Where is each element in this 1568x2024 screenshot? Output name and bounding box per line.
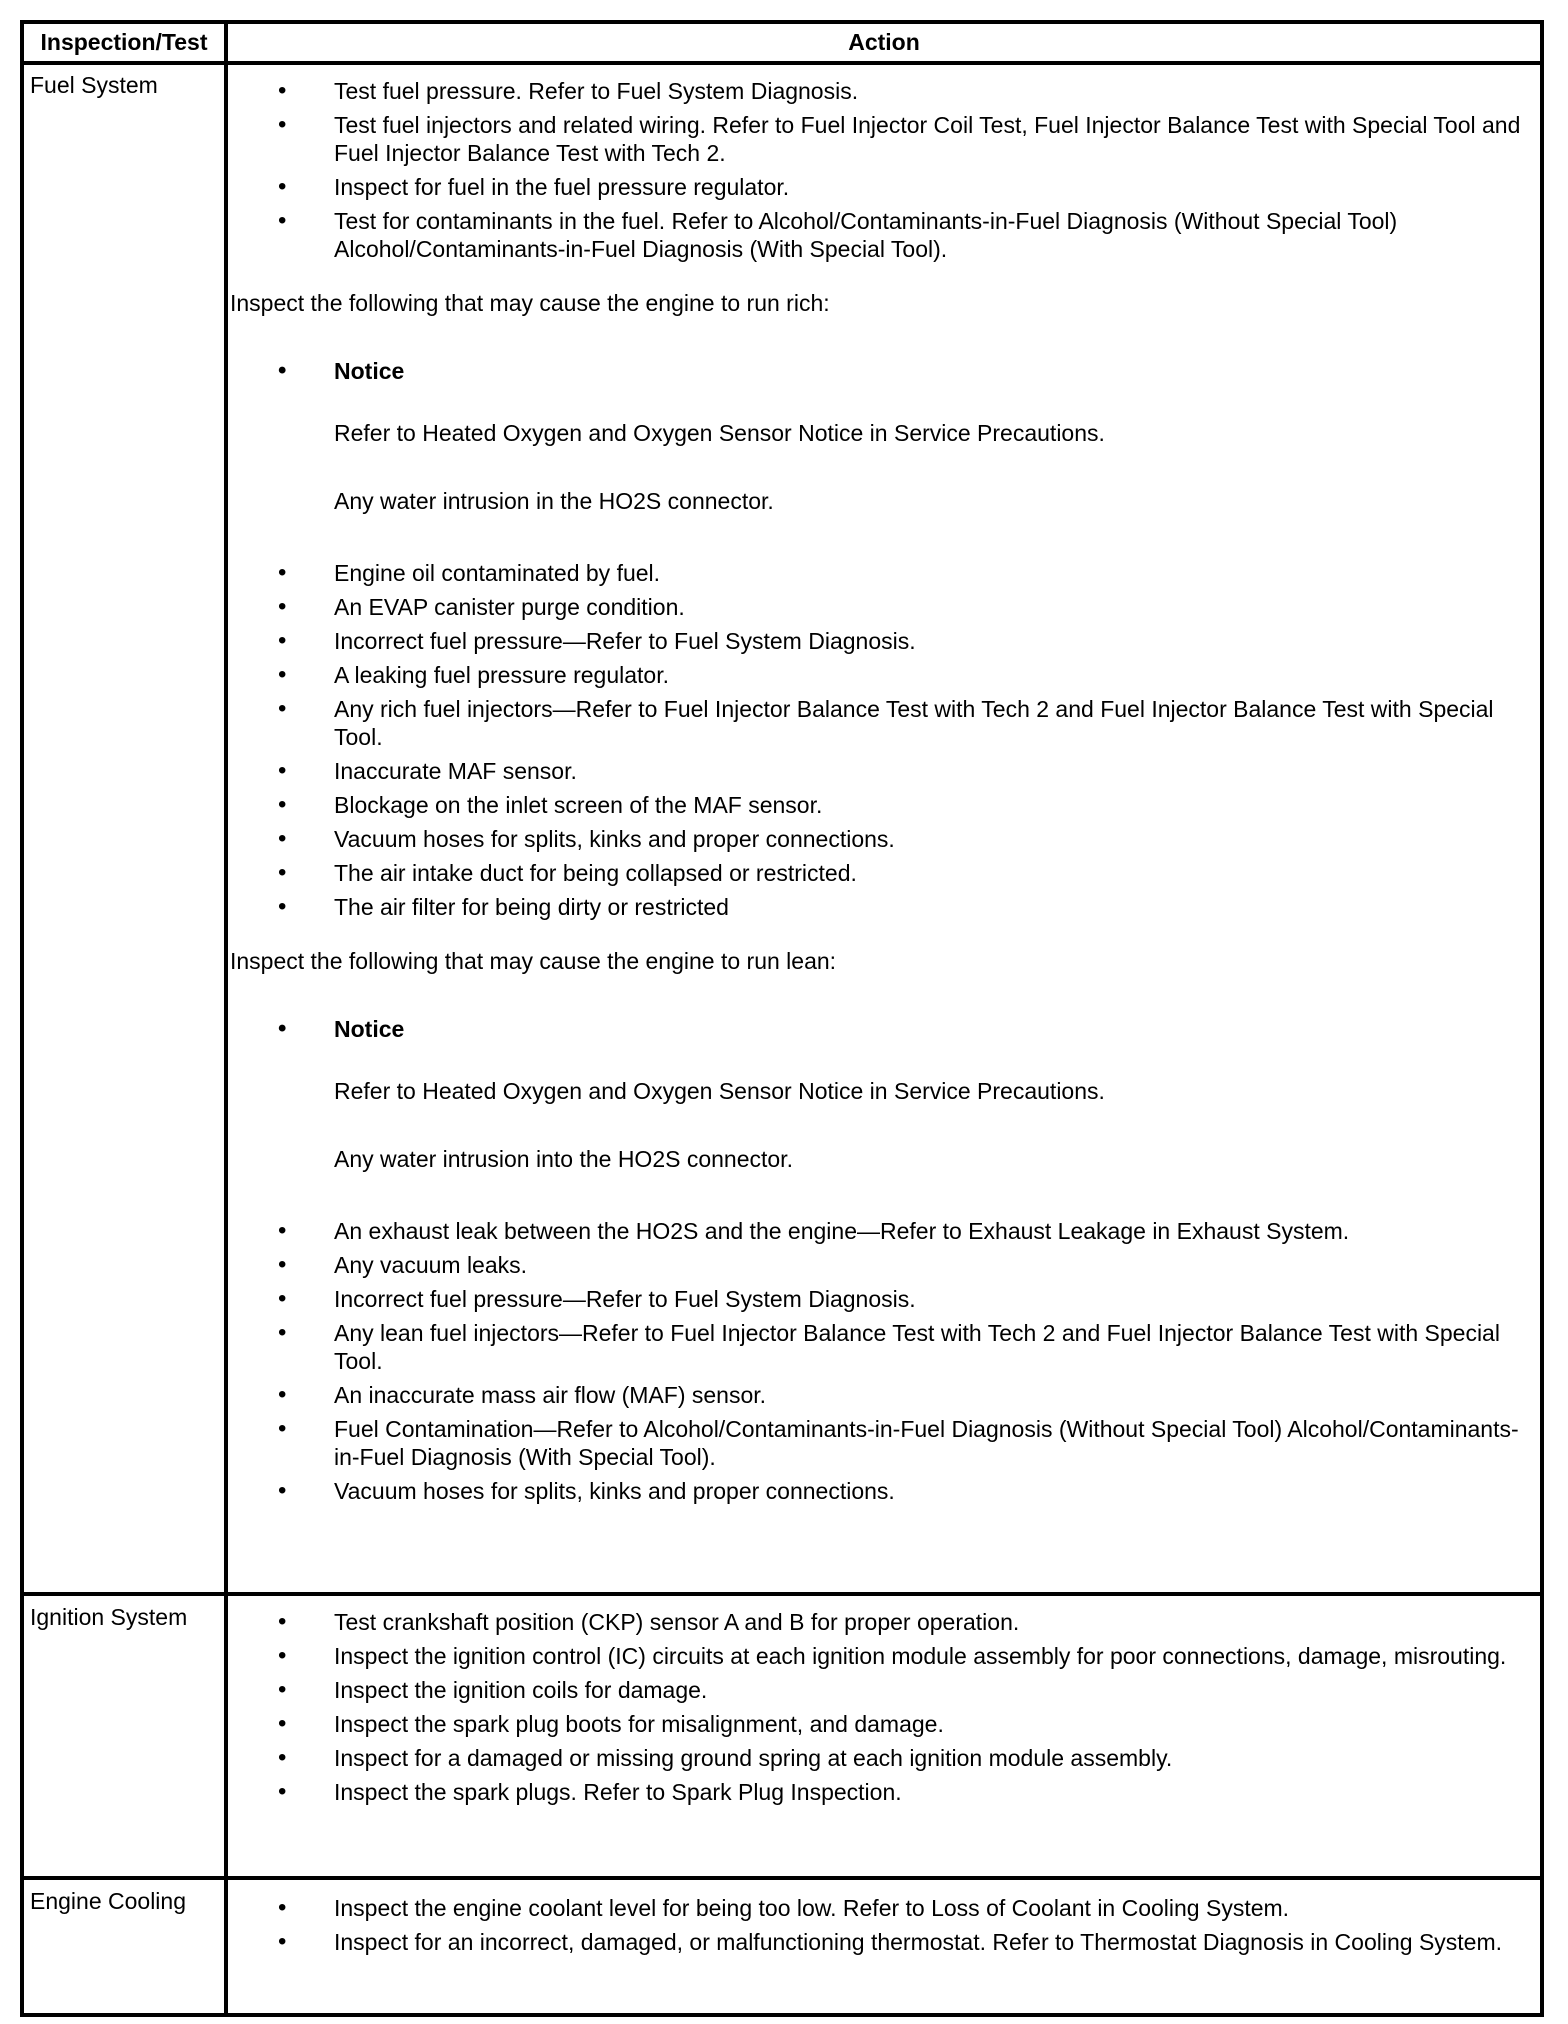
list-item: • Any vacuum leaks. <box>230 1251 1530 1279</box>
list-item: • An EVAP canister purge condition. <box>230 593 1530 621</box>
list-item: • Test fuel pressure. Refer to Fuel System Diagnosis. <box>230 77 1530 105</box>
row-label-ignition-system: Ignition System <box>30 1604 188 1630</box>
list-item: • Inspect for an incorrect, damaged, or malfunctioning thermostat. Refer to Thermostat Diagnosis in Cooling System. <box>230 1928 1530 1956</box>
notice-title: • Notice <box>230 357 1530 385</box>
engine-cooling-actions <box>230 1894 1530 1962</box>
list-item: • Inspect the ignition control (IC) circuits at each ignition module assembly for poor connections, damage, misrouting. <box>230 1642 1530 1670</box>
notice-title: • Notice <box>230 1015 1530 1043</box>
list-item: • Any rich fuel injectors—Refer to Fuel Injector Balance Test with Tech 2 and Fuel Injector Balance Test with Special Tool. <box>230 695 1530 751</box>
row-label-fuel-system: Fuel System <box>30 72 158 98</box>
list-item: • The air intake duct for being collapsed or restricted. <box>230 859 1530 887</box>
rich-causes-list <box>230 559 1530 921</box>
list-item: • Inspect the engine coolant level for being too low. Refer to Loss of Coolant in Cooling System. <box>230 1894 1530 1922</box>
list-item: • Inspect the spark plug boots for misalignment, and damage. <box>230 1710 1530 1738</box>
notice-extra: Any water intrusion into the HO2S connector. <box>334 1146 793 1172</box>
list-item: • Incorrect fuel pressure—Refer to Fuel System Diagnosis. <box>230 1285 1530 1313</box>
list-item: • Incorrect fuel pressure—Refer to Fuel System Diagnosis. <box>230 627 1530 655</box>
ignition-checks-list <box>230 1608 1530 1806</box>
rich-intro: Inspect the following that may cause the engine to run rich: <box>230 290 830 316</box>
row-divider-ignition <box>24 1876 1540 1880</box>
notice-extra: Any water intrusion in the HO2S connector. <box>334 488 774 514</box>
list-item: • Blockage on the inlet screen of the MAF sensor. <box>230 791 1530 819</box>
fuel-system-actions <box>230 77 1530 1511</box>
lean-notice <box>230 1015 1530 1043</box>
list-item: • A leaking fuel pressure regulator. <box>230 661 1530 689</box>
list-item: • Any lean fuel injectors—Refer to Fuel Injector Balance Test with Tech 2 and Fuel Injector Balance Test with Special Tool. <box>230 1319 1530 1375</box>
list-item: • Fuel Contamination—Refer to Alcohol/Contaminants-in-Fuel Diagnosis (Without Special Tool) Alcohol/Contaminants-in-Fuel Diagnosis (With Special Tool). <box>230 1415 1530 1471</box>
list-item: • Vacuum hoses for splits, kinks and proper connections. <box>230 825 1530 853</box>
list-item: • Inspect the ignition coils for damage. <box>230 1676 1530 1704</box>
inspection-table <box>20 20 1544 2017</box>
ignition-system-actions <box>230 1608 1530 1812</box>
list-item: • An exhaust leak between the HO2S and the engine—Refer to Exhaust Leakage in Exhaust System. <box>230 1217 1530 1245</box>
row-divider-fuel <box>24 1592 1540 1596</box>
list-item: • Engine oil contaminated by fuel. <box>230 559 1530 587</box>
header-inspection-test: Inspection/Test <box>40 29 208 55</box>
notice-text: Refer to Heated Oxygen and Oxygen Sensor Notice in Service Precautions. <box>334 1078 1105 1104</box>
lean-causes-list <box>230 1217 1530 1505</box>
cooling-checks-list <box>230 1894 1530 1956</box>
list-item: • Vacuum hoses for splits, kinks and proper connections. <box>230 1477 1530 1505</box>
notice-text: Refer to Heated Oxygen and Oxygen Sensor Notice in Service Precautions. <box>334 420 1105 446</box>
lean-intro: Inspect the following that may cause the engine to run lean: <box>230 948 837 974</box>
list-item: • Test fuel injectors and related wiring. Refer to Fuel Injector Coil Test, Fuel Injector Balance Test with Special Tool and Fuel Injector Balance Test with Tech 2. <box>230 111 1530 167</box>
list-item: • Inspect for fuel in the fuel pressure regulator. <box>230 173 1530 201</box>
header-action: Action <box>848 29 920 55</box>
rich-notice <box>230 357 1530 385</box>
list-item: • Inspect the spark plugs. Refer to Spark Plug Inspection. <box>230 1778 1530 1806</box>
list-item: • Inaccurate MAF sensor. <box>230 757 1530 785</box>
column-divider <box>224 24 228 2013</box>
list-item: • Test for contaminants in the fuel. Refer to Alcohol/Contaminants-in-Fuel Diagnosis (Without Special Tool) Alcohol/Contaminants-in-Fuel Diagnosis (With Special Tool). <box>230 207 1530 263</box>
fuel-tests-list <box>230 77 1530 263</box>
row-label-engine-cooling: Engine Cooling <box>30 1888 187 1914</box>
header-divider <box>24 61 1540 65</box>
list-item: • The air filter for being dirty or restricted <box>230 893 1530 921</box>
list-item: • Inspect for a damaged or missing ground spring at each ignition module assembly. <box>230 1744 1530 1772</box>
list-item: • Test crankshaft position (CKP) sensor A and B for proper operation. <box>230 1608 1530 1636</box>
list-item: • An inaccurate mass air flow (MAF) sensor. <box>230 1381 1530 1409</box>
